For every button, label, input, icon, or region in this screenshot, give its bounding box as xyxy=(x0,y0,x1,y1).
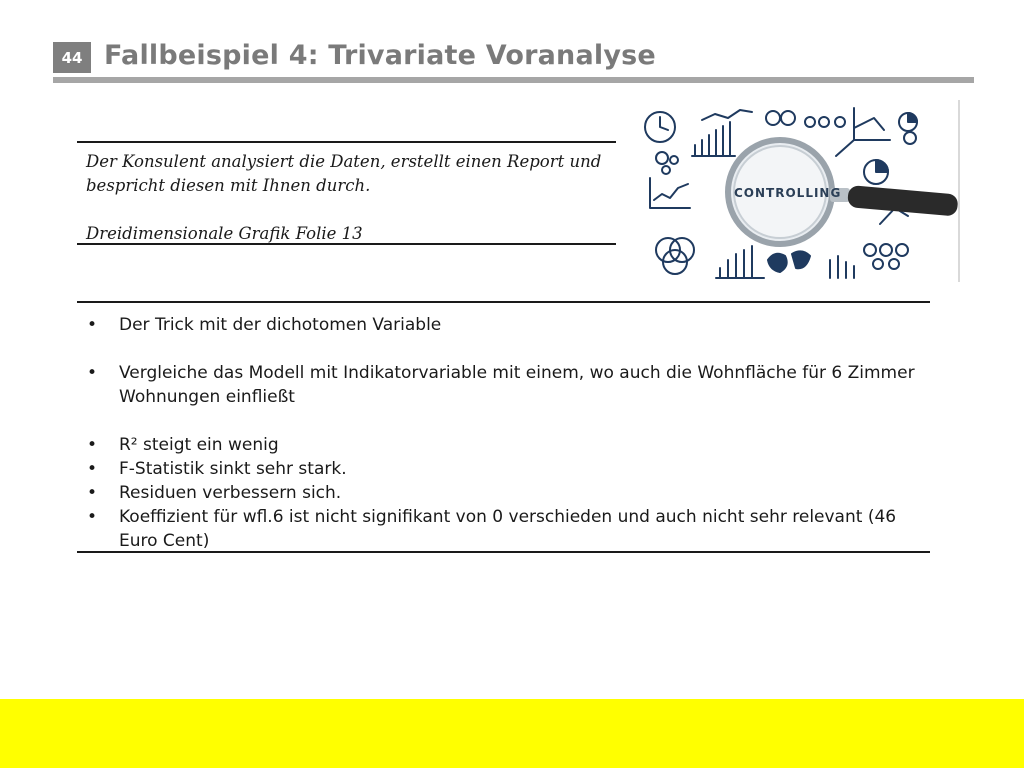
list-item: • R² steigt ein wenig xyxy=(87,435,279,455)
footer-bar xyxy=(0,699,1024,768)
axis-icon xyxy=(836,108,890,156)
column-chart-icon xyxy=(830,256,854,278)
consultant-note xyxy=(77,141,616,245)
slide-number-badge: 44 xyxy=(53,42,91,73)
magnifier-label: CONTROLLING xyxy=(734,186,842,200)
success-bars-icon xyxy=(720,246,752,278)
gear-icon xyxy=(656,152,668,164)
findings-list xyxy=(77,301,930,553)
line-chart-icon xyxy=(650,178,690,208)
note-line-reference: Dreidimensionale Grafik Folie 13 xyxy=(86,224,363,243)
controlling-illustration xyxy=(640,100,960,282)
trend-line-icon xyxy=(702,110,752,120)
magnifier-icon xyxy=(728,140,958,244)
list-item: • F-Statistik sinkt sehr stark. xyxy=(87,459,347,479)
list-item: • Koeffizient für wfl.6 ist nicht signifikant von 0 verschieden und auch nicht sehr relevant (46 Euro Cent) xyxy=(87,507,897,551)
list-item: • Residuen verbessern sich. xyxy=(87,483,342,503)
gears-icon xyxy=(864,244,876,256)
controlling-sketch-image xyxy=(640,100,958,282)
list-item: • Vergleiche das Modell mit Indikatorvariable mit einem, wo auch die Wohnfläche für 6 Zimmer Wohnungen einfließt xyxy=(87,363,915,407)
bar-chart-icon xyxy=(695,122,730,155)
face-icon xyxy=(766,111,780,125)
title-underline xyxy=(53,77,974,83)
list-item: • Der Trick mit der dichotomen Variable xyxy=(87,315,442,335)
world-map-icon xyxy=(768,254,787,272)
note-line-report: Der Konsulent analysiert die Daten, erstellt einen Report und bespricht diesen mit Ihnen durch. xyxy=(86,152,602,195)
slide-title: Fallbeispiel 4: Trivariate Voranalyse xyxy=(104,40,656,71)
